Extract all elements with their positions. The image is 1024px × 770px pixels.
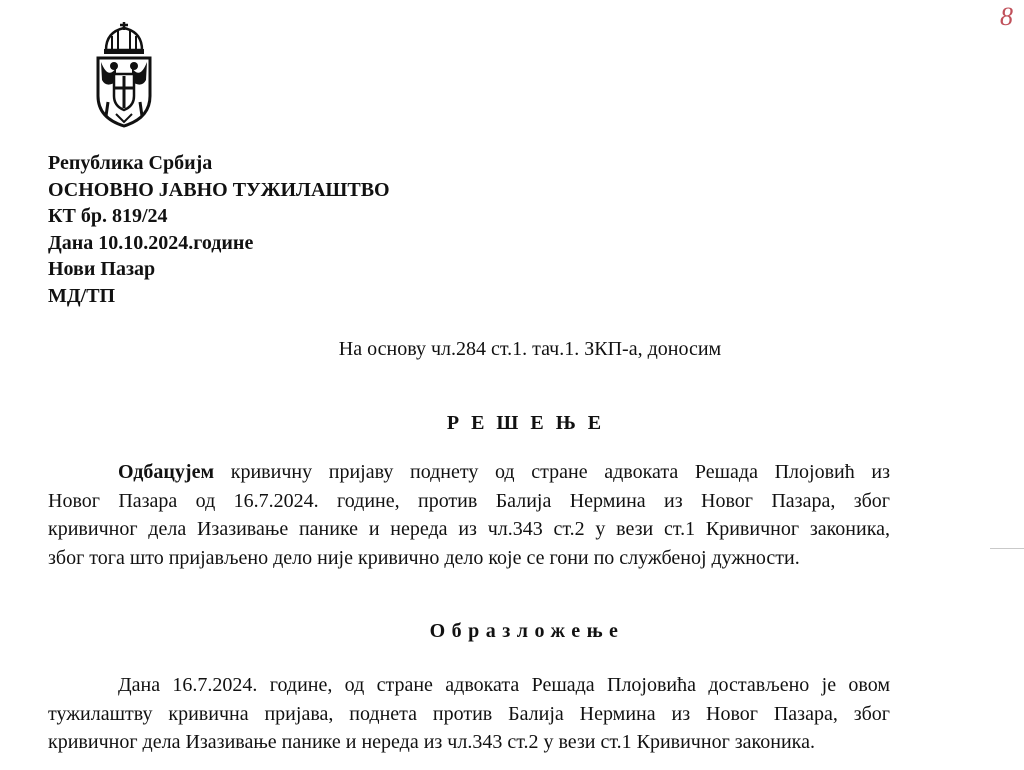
handwritten-page-number: 8 (1000, 2, 1013, 31)
document-header (48, 150, 390, 309)
scan-artifact (990, 548, 1024, 549)
decision-line-1: Одбацујем кривичну пријаву поднету од стране адвоката Решада Плојовић из (118, 461, 890, 483)
decision-lead-word: Одбацујем (118, 461, 215, 483)
decision-line-4: због тога што пријављено дело није кривично дело које се гони по службеној дужности. (48, 546, 800, 569)
header-date: Дана 10.10.2024.године (48, 231, 254, 254)
coat-of-arms-icon (92, 22, 156, 128)
header-institution: ОСНОВНО ЈАВНО ТУЖИЛАШТВО (48, 178, 390, 201)
reasoning-line-2: тужилаштву кривична пријава, поднета против Балија Нермина из Новог Пазара, због (48, 702, 890, 725)
reasoning-line-3: кривичног дела Изазивање панике и нереда из чл.343 ст.2 у вези ст.1 Кривичног законика. (48, 731, 815, 753)
decision-paragraph (48, 458, 890, 572)
legal-basis-line: На основу чл.284 ст.1. тач.1. ЗКП-а, доносим (338, 338, 722, 360)
reasoning-heading: Образложење (429, 620, 625, 642)
header-case-number: КТ бр. 819/24 (48, 205, 168, 227)
decision-heading: РЕШЕЊЕ (446, 412, 614, 434)
reasoning-paragraph (48, 671, 890, 757)
header-country: Република Србија (48, 152, 213, 174)
reasoning-line-1: Дана 16.7.2024. године, од стране адвоката Решада Плојовића достављено је овом (118, 674, 890, 696)
decision-line-2: Новог Пазара од 16.7.2024. године, против Балија Нермина из Новог Пазара, због (48, 489, 890, 512)
header-initials: МД/ТП (48, 284, 116, 307)
decision-line-3: кривичног дела Изазивање панике и нереда из чл.343 ст.2 у вези ст.1 Кривичног законика, (48, 518, 890, 540)
header-city: Нови Пазар (48, 258, 156, 280)
